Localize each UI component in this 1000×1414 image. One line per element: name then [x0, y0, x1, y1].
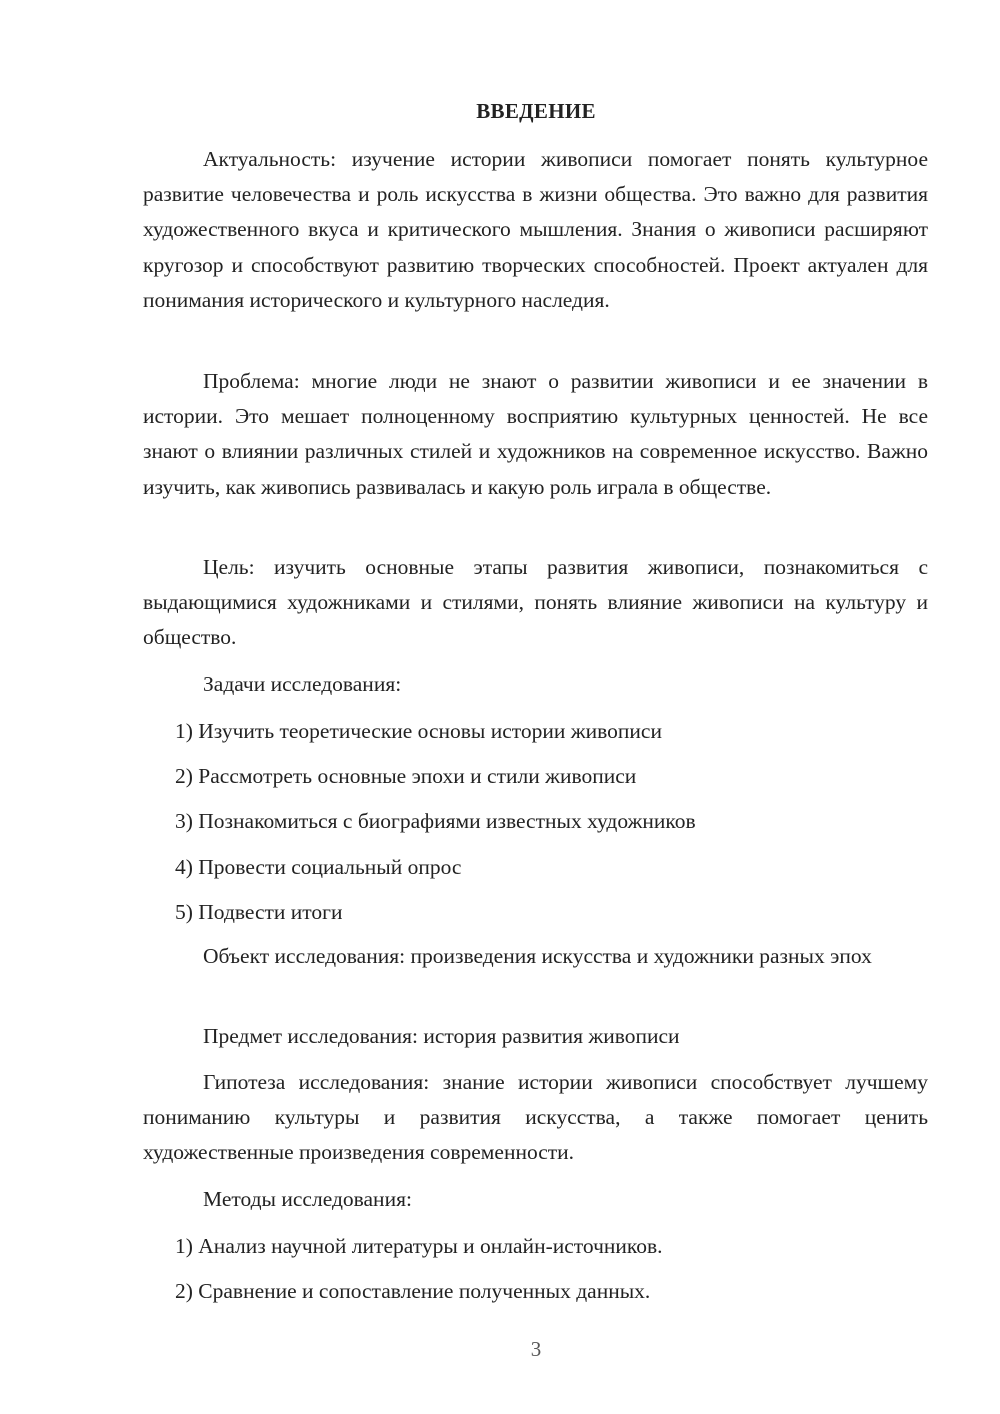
relevance-paragraph: Актуальность: изучение истории живописи помогает понять культурное развитие человечества и роль искусства в жизни общества. Это важно для развития художественного вкуса и критического мышления. Знания о живописи расширяют кругозор и способствуют развитию творческих способностей. Проект актуален для понимания исторического и культурного наследия. — [143, 147, 928, 312]
page-number: 3 — [530, 1337, 542, 1361]
task-item-1: 1) Изучить теоретические основы истории живописи — [175, 719, 662, 743]
method-item-2: 2) Сравнение и сопоставление полученных данных. — [175, 1279, 651, 1303]
task-item-5: 5) Подвести итоги — [175, 900, 343, 924]
hypothesis-paragraph: Гипотеза исследования: знание истории живописи способствует лучшему пониманию культуры и развития искусства, а также помогает ценить художественные произведения современности. — [143, 1070, 928, 1165]
object-paragraph: Объект исследования: произведения искусства и художники разных эпох — [203, 944, 872, 968]
tasks-title: Задачи исследования: — [203, 672, 402, 696]
problem-paragraph: Проблема: многие люди не знают о развитии живописи и ее значении в истории. Это мешает полноценному восприятию культурных ценностей. Не все знают о влиянии различных стилей и художников на современное искусство. Важно изучить, как живопись развивалась и какую роль играла в обществе. — [143, 369, 928, 499]
subject-paragraph: Предмет исследования: история развития живописи — [203, 1024, 680, 1048]
goal-paragraph: Цель: изучить основные этапы развития живописи, познакомиться с выдающимися художниками и стилями, понять влияние живописи на культуру и общество. — [143, 555, 928, 650]
section-heading: ВВЕДЕНИЕ — [476, 99, 596, 123]
method-item-1: 1) Анализ научной литературы и онлайн-источников. — [175, 1234, 663, 1258]
task-item-3: 3) Познакомиться с биографиями известных художников — [175, 809, 696, 833]
methods-title: Методы исследования: — [203, 1187, 412, 1211]
task-item-4: 4) Провести социальный опрос — [175, 855, 462, 879]
task-item-2: 2) Рассмотреть основные эпохи и стили живописи — [175, 764, 637, 788]
